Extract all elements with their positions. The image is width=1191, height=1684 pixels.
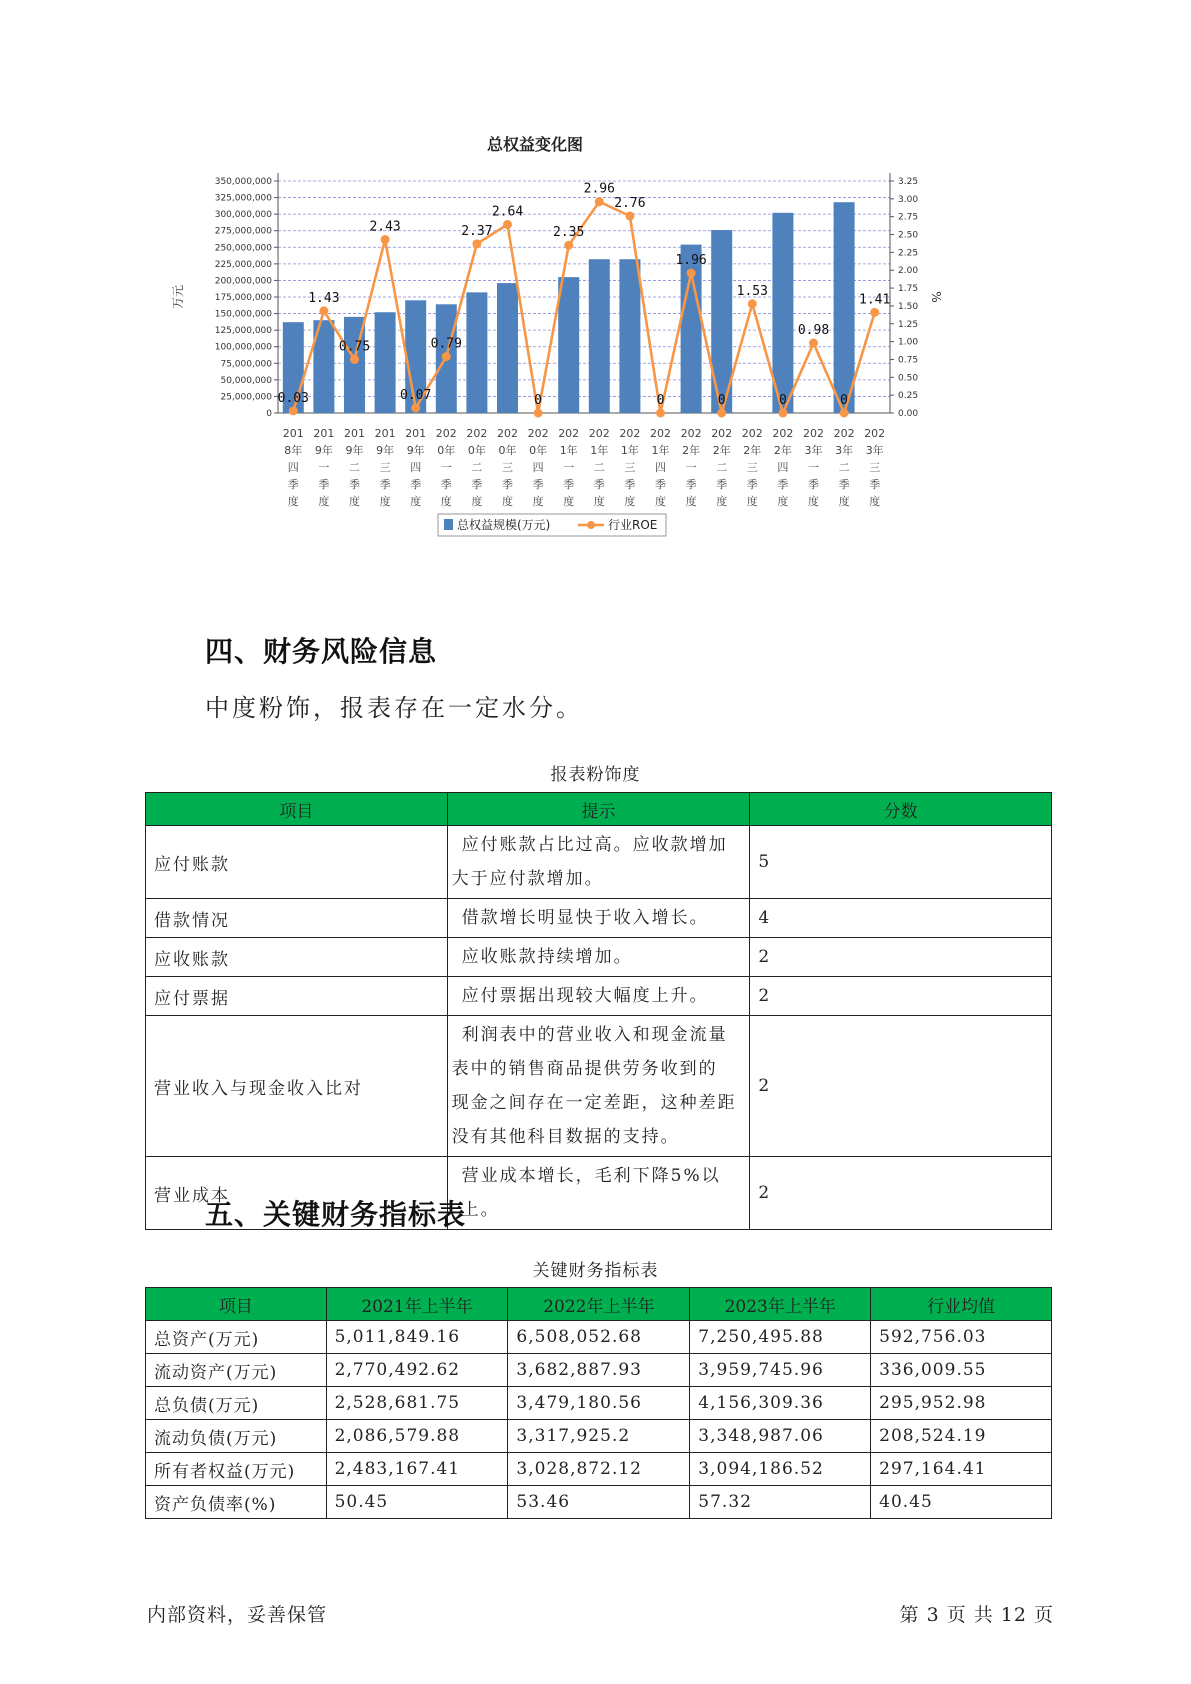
indicator-value: 297,164.41 <box>871 1453 1052 1486</box>
x-tick-label: 二 <box>593 461 605 474</box>
y2-tick-label: 0.50 <box>898 373 919 384</box>
indicator-name: 所有者权益(万元) <box>146 1453 327 1486</box>
x-tick-label: 一 <box>440 461 452 474</box>
legend-line-marker <box>587 521 595 529</box>
x-tick-label: 202 <box>864 427 886 440</box>
roe-data-label: 1.53 <box>736 283 768 299</box>
x-tick-label: 2年 <box>743 444 762 457</box>
y2-tick-label: 0.00 <box>898 409 919 419</box>
x-tick-label: 1年 <box>620 444 639 457</box>
x-tick-label: 202 <box>803 427 824 440</box>
indicator-value: 336,009.55 <box>871 1354 1052 1387</box>
y-tick-label: 325,000,000 <box>214 193 272 204</box>
y2-tick-label: 0.25 <box>898 391 919 402</box>
indicator-table-row <box>146 1387 1052 1420</box>
x-tick-label: 三 <box>624 461 636 474</box>
indicator-table-header-cell: 2022年上半年 <box>508 1288 690 1321</box>
roe-data-label: 2.64 <box>491 204 524 220</box>
x-tick-label: 2年 <box>682 444 701 457</box>
y2-tick-label: 3.00 <box>898 194 919 205</box>
roe-data-label: 2.37 <box>461 223 493 239</box>
indicator-table-caption: 关键财务指标表 <box>532 1261 659 1281</box>
x-tick-label: 季 <box>379 478 391 491</box>
risk-tip-line: 大于应付款增加。 <box>451 869 604 889</box>
x-tick-label: 季 <box>471 478 483 491</box>
x-tick-label: 202 <box>680 427 702 440</box>
x-tick-label: 201 <box>374 427 396 440</box>
roe-data-label: 0.03 <box>277 390 309 406</box>
y-tick-label: 150,000,000 <box>214 309 272 320</box>
risk-tip-line: 没有其他科目数据的支持。 <box>451 1127 680 1147</box>
risk-item: 应付账款 <box>146 826 448 899</box>
risk-table <box>145 792 1052 1230</box>
x-tick-label: 202 <box>527 427 549 440</box>
x-tick-label: 季 <box>746 478 758 491</box>
indicator-value: 3,682,887.93 <box>508 1354 690 1387</box>
x-tick-label: 四 <box>532 461 544 474</box>
x-tick-label: 202 <box>650 427 671 440</box>
x-tick-label: 1年 <box>590 444 609 457</box>
x-tick-label: 202 <box>435 427 457 440</box>
x-tick-label: 季 <box>838 478 850 491</box>
roe-data-label: 2.76 <box>614 195 646 211</box>
indicator-name: 流动负债(万元) <box>146 1420 327 1453</box>
risk-table-row <box>146 899 1052 938</box>
indicator-value: 3,094,186.52 <box>690 1453 871 1486</box>
x-tick-label: 3年 <box>835 444 854 457</box>
x-tick-label: 二 <box>716 461 728 474</box>
roe-data-label: 0 <box>656 393 665 408</box>
indicator-value: 2,483,167.41 <box>326 1453 508 1486</box>
risk-tip-line: 表中的销售商品提供劳务收到的 <box>451 1059 718 1079</box>
indicator-value: 3,479,180.56 <box>508 1387 690 1420</box>
x-tick-label: 季 <box>318 478 330 491</box>
roe-data-label: 2.96 <box>583 181 615 197</box>
x-tick-label: 三 <box>379 461 391 474</box>
x-tick-label: 季 <box>410 478 422 491</box>
equity-bar <box>619 259 640 413</box>
roe-point <box>840 409 849 418</box>
x-tick-label: 度 <box>410 495 422 508</box>
x-tick-label: 202 <box>741 427 763 440</box>
roe-point <box>656 409 665 418</box>
x-tick-label: 季 <box>593 478 605 491</box>
x-tick-label: 度 <box>349 495 360 508</box>
roe-data-label: 0.98 <box>797 323 830 339</box>
x-tick-label: 9年 <box>345 444 364 457</box>
x-tick-label: 1年 <box>559 444 578 457</box>
y-tick-label: 250,000,000 <box>214 243 272 254</box>
x-tick-label: 202 <box>466 427 488 440</box>
x-tick-label: 度 <box>746 495 758 508</box>
risk-table-caption: 报表粉饰度 <box>550 765 641 785</box>
indicator-value: 208,524.19 <box>871 1420 1052 1453</box>
indicator-value: 53.46 <box>508 1486 690 1519</box>
roe-data-label: 0 <box>534 393 543 408</box>
risk-tip-line: 营业成本增长，毛利下降5%以上。 <box>461 1166 721 1220</box>
indicator-table-row <box>146 1321 1052 1354</box>
y-tick-label: 350,000,000 <box>214 177 272 187</box>
x-tick-label: 度 <box>593 495 605 508</box>
x-tick-label: 度 <box>287 495 299 508</box>
x-tick-label: 202 <box>711 427 733 440</box>
footer-confidential: 内部资料，妥善保管 <box>147 1604 328 1626</box>
indicator-value: 3,959,745.96 <box>690 1354 871 1387</box>
x-tick-label: 1年 <box>651 444 670 457</box>
y-tick-label: 50,000,000 <box>220 375 272 386</box>
indicator-value: 4,156,309.36 <box>690 1387 871 1420</box>
indicator-value: 2,086,579.88 <box>326 1420 508 1453</box>
roe-point <box>289 406 298 415</box>
risk-tip-line: 借款增长明显快于收入增长。 <box>461 908 709 928</box>
y-tick-label: 0 <box>266 409 272 419</box>
roe-point <box>381 235 390 244</box>
roe-data-label: 0 <box>717 393 726 408</box>
x-tick-label: 二 <box>471 461 483 474</box>
y-tick-label: 25,000,000 <box>220 392 272 403</box>
risk-tip <box>447 938 750 977</box>
roe-data-label: 0.79 <box>430 336 462 352</box>
equity-bar <box>589 259 610 413</box>
risk-tip <box>447 826 750 899</box>
indicator-name: 流动资产(万元) <box>146 1354 327 1387</box>
x-tick-label: 9年 <box>314 444 333 457</box>
y-tick-label: 125,000,000 <box>214 326 272 337</box>
y-tick-label: 300,000,000 <box>214 210 272 221</box>
roe-data-label: 0.75 <box>338 339 371 355</box>
risk-tip-line: 应收账款持续增加。 <box>461 947 633 967</box>
risk-table-row <box>146 826 1052 899</box>
legend-line-label: 行业ROE <box>608 518 658 532</box>
x-tick-label: 202 <box>558 427 580 440</box>
risk-item: 应付票据 <box>146 977 448 1016</box>
roe-data-label: 2.43 <box>369 219 401 235</box>
x-tick-label: 202 <box>619 427 641 440</box>
x-tick-label: 季 <box>502 478 513 491</box>
risk-tip <box>447 1157 750 1230</box>
x-tick-label: 201 <box>344 427 365 440</box>
risk-table-row <box>146 1016 1052 1157</box>
risk-tip-line: 现金之间存在一定差距，这种差距 <box>451 1093 737 1113</box>
x-tick-label: 度 <box>808 495 819 508</box>
x-tick-label: 度 <box>777 495 789 508</box>
x-tick-label: 0年 <box>498 444 517 457</box>
x-tick-label: 3年 <box>865 444 884 457</box>
x-tick-label: 8年 <box>284 444 303 457</box>
y2-tick-label: 2.50 <box>898 230 919 241</box>
x-tick-label: 度 <box>655 495 666 508</box>
indicator-table-row <box>146 1354 1052 1387</box>
y2-tick-label: 2.00 <box>898 266 919 277</box>
risk-table-row <box>146 977 1052 1016</box>
x-tick-label: 四 <box>410 461 422 474</box>
x-tick-label: 度 <box>440 495 452 508</box>
risk-summary: 中度粉饰，报表存在一定水分。 <box>205 694 583 722</box>
x-tick-label: 度 <box>318 495 330 508</box>
x-tick-label: 度 <box>869 495 881 508</box>
risk-table-row <box>146 938 1052 977</box>
roe-point <box>595 197 604 206</box>
y-tick-label: 75,000,000 <box>220 359 272 370</box>
footer-page-number: 第 3 页 共 12 页 <box>899 1604 1054 1626</box>
x-tick-label: 9年 <box>406 444 425 457</box>
x-tick-label: 一 <box>563 461 575 474</box>
risk-table-header-cell: 分数 <box>750 793 1052 826</box>
x-tick-label: 季 <box>440 478 452 491</box>
roe-point <box>809 339 818 348</box>
roe-data-label: 0.07 <box>400 388 432 404</box>
equity-bar <box>558 277 579 413</box>
x-tick-label: 季 <box>532 478 544 491</box>
indicator-value: 2,770,492.62 <box>326 1354 508 1387</box>
x-tick-label: 度 <box>624 495 636 508</box>
x-tick-label: 季 <box>869 478 881 491</box>
x-tick-label: 201 <box>282 427 304 440</box>
risk-tip <box>447 977 750 1016</box>
risk-score: 4 <box>750 899 1052 938</box>
y-axis-label: 万元 <box>171 284 185 310</box>
x-tick-label: 201 <box>313 427 335 440</box>
x-tick-label: 一 <box>808 461 819 474</box>
x-tick-label: 一 <box>685 461 697 474</box>
indicator-name: 资产负债率(%) <box>146 1486 327 1519</box>
risk-score: 2 <box>750 1157 1052 1230</box>
x-tick-label: 四 <box>287 461 299 474</box>
x-tick-label: 度 <box>685 495 697 508</box>
x-tick-label: 度 <box>379 495 391 508</box>
risk-table-header-cell: 提示 <box>447 793 750 826</box>
equity-bar <box>466 292 487 413</box>
indicator-value: 3,348,987.06 <box>690 1420 871 1453</box>
legend-bar-swatch <box>444 519 453 530</box>
x-tick-label: 二 <box>838 461 850 474</box>
indicator-value: 50.45 <box>326 1486 508 1519</box>
risk-table-header-cell: 项目 <box>146 793 448 826</box>
roe-point <box>778 409 787 418</box>
y-tick-label: 175,000,000 <box>214 293 272 303</box>
roe-data-label: 0 <box>778 393 787 408</box>
x-tick-label: 二 <box>349 461 360 474</box>
risk-tip <box>447 899 750 938</box>
equity-chart <box>160 130 1060 600</box>
risk-tip-line: 应付票据出现较大幅度上升。 <box>461 986 709 1006</box>
equity-bar <box>834 202 855 413</box>
indicator-value: 6,508,052.68 <box>508 1321 690 1354</box>
risk-tip-line: 应付账款占比过高。应收款增加 <box>461 835 728 855</box>
x-tick-label: 9年 <box>376 444 395 457</box>
y2-axis-label: % <box>929 291 943 303</box>
indicator-table-header-cell: 2023年上半年 <box>690 1288 871 1321</box>
roe-point <box>717 409 726 418</box>
roe-point <box>411 404 420 413</box>
legend-bar-label: 总权益规模(万元) <box>457 518 551 532</box>
x-tick-label: 202 <box>497 427 518 440</box>
section-heading-risk: 四、财务风险信息 <box>205 635 438 668</box>
roe-point <box>748 299 757 308</box>
x-tick-label: 三 <box>746 461 758 474</box>
roe-point <box>319 306 328 315</box>
indicator-table-header-cell: 2021年上半年 <box>326 1288 508 1321</box>
indicator-value: 5,011,849.16 <box>326 1321 508 1354</box>
x-tick-label: 季 <box>287 478 299 491</box>
y2-tick-label: 2.25 <box>898 248 919 259</box>
risk-tip-line: 利润表中的营业收入和现金流量 <box>461 1025 728 1045</box>
x-tick-label: 季 <box>624 478 636 491</box>
roe-point <box>472 239 481 248</box>
y2-tick-label: 3.25 <box>898 177 919 187</box>
indicator-value: 3,317,925.2 <box>508 1420 690 1453</box>
x-tick-label: 度 <box>563 495 575 508</box>
x-tick-label: 季 <box>685 478 697 491</box>
x-tick-label: 2年 <box>712 444 731 457</box>
indicator-name: 总负债(万元) <box>146 1387 327 1420</box>
x-tick-label: 四 <box>777 461 789 474</box>
risk-item: 应收账款 <box>146 938 448 977</box>
indicator-table-header-cell: 行业均值 <box>871 1288 1052 1321</box>
x-tick-label: 度 <box>502 495 513 508</box>
y-tick-label: 100,000,000 <box>214 342 272 353</box>
risk-table-header <box>146 793 1052 826</box>
roe-data-label: 1.41 <box>859 292 891 308</box>
x-tick-label: 0年 <box>529 444 548 457</box>
x-tick-label: 季 <box>808 478 819 491</box>
x-tick-label: 季 <box>563 478 575 491</box>
risk-score: 5 <box>750 826 1052 899</box>
indicator-table-row <box>146 1420 1052 1453</box>
indicator-name: 总资产(万元) <box>146 1321 327 1354</box>
x-tick-label: 四 <box>655 461 666 474</box>
y2-tick-label: 1.25 <box>898 319 919 330</box>
x-tick-label: 度 <box>471 495 483 508</box>
equity-chart-svg <box>160 130 1060 600</box>
indicator-table-header-cell: 项目 <box>146 1288 327 1321</box>
x-tick-label: 季 <box>716 478 728 491</box>
roe-point <box>625 211 634 220</box>
x-tick-label: 201 <box>405 427 427 440</box>
risk-score: 2 <box>750 1016 1052 1157</box>
x-tick-label: 202 <box>588 427 610 440</box>
indicator-value: 57.32 <box>690 1486 871 1519</box>
y2-tick-label: 1.00 <box>898 337 919 348</box>
roe-point <box>534 409 543 418</box>
roe-point <box>503 220 512 229</box>
x-tick-label: 一 <box>318 461 330 474</box>
chart-title: 总权益变化图 <box>486 135 584 154</box>
x-tick-label: 0年 <box>437 444 456 457</box>
roe-data-label: 1.96 <box>675 253 707 269</box>
indicator-table-header <box>146 1288 1052 1321</box>
y-tick-label: 275,000,000 <box>214 226 272 237</box>
indicator-value: 295,952.98 <box>871 1387 1052 1420</box>
y2-tick-label: 2.75 <box>898 212 919 223</box>
y-tick-label: 225,000,000 <box>214 259 272 270</box>
indicator-value: 3,028,872.12 <box>508 1453 690 1486</box>
x-tick-label: 2年 <box>773 444 792 457</box>
risk-tip <box>447 1016 750 1157</box>
x-tick-label: 202 <box>772 427 794 440</box>
roe-point <box>350 355 359 364</box>
equity-bar <box>497 283 518 413</box>
x-tick-label: 度 <box>838 495 850 508</box>
roe-point <box>564 241 573 250</box>
y-tick-label: 200,000,000 <box>214 276 272 287</box>
indicator-table-row <box>146 1453 1052 1486</box>
indicator-value: 40.45 <box>871 1486 1052 1519</box>
x-tick-label: 202 <box>833 427 855 440</box>
x-tick-label: 季 <box>349 478 360 491</box>
risk-item: 营业收入与现金收入比对 <box>146 1016 448 1157</box>
risk-item: 营业成本 <box>146 1157 448 1230</box>
y2-tick-label: 0.75 <box>898 355 919 366</box>
x-tick-label: 三 <box>502 461 513 474</box>
roe-data-label: 0 <box>840 393 849 408</box>
section-heading-indicators: 五、关键财务指标表 <box>205 1198 467 1231</box>
roe-data-label: 1.43 <box>308 290 340 306</box>
x-tick-label: 季 <box>655 478 666 491</box>
indicator-value: 592,756.03 <box>871 1321 1052 1354</box>
equity-bar <box>375 312 396 413</box>
indicator-value: 2,528,681.75 <box>326 1387 508 1420</box>
risk-score: 2 <box>750 977 1052 1016</box>
x-tick-label: 季 <box>777 478 789 491</box>
indicator-value: 7,250,495.88 <box>690 1321 871 1354</box>
x-tick-label: 0年 <box>467 444 486 457</box>
roe-point <box>687 269 696 278</box>
roe-point <box>870 308 879 317</box>
indicator-table-row <box>146 1486 1052 1519</box>
x-tick-label: 3年 <box>804 444 823 457</box>
risk-item: 借款情况 <box>146 899 448 938</box>
x-tick-label: 度 <box>532 495 544 508</box>
roe-point <box>442 352 451 361</box>
y2-tick-label: 1.75 <box>898 284 919 295</box>
y2-tick-label: 1.50 <box>898 301 919 312</box>
indicator-table <box>145 1287 1052 1519</box>
roe-data-label: 2.35 <box>553 225 585 241</box>
risk-score: 2 <box>750 938 1052 977</box>
x-tick-label: 度 <box>716 495 728 508</box>
x-tick-label: 三 <box>869 461 881 474</box>
